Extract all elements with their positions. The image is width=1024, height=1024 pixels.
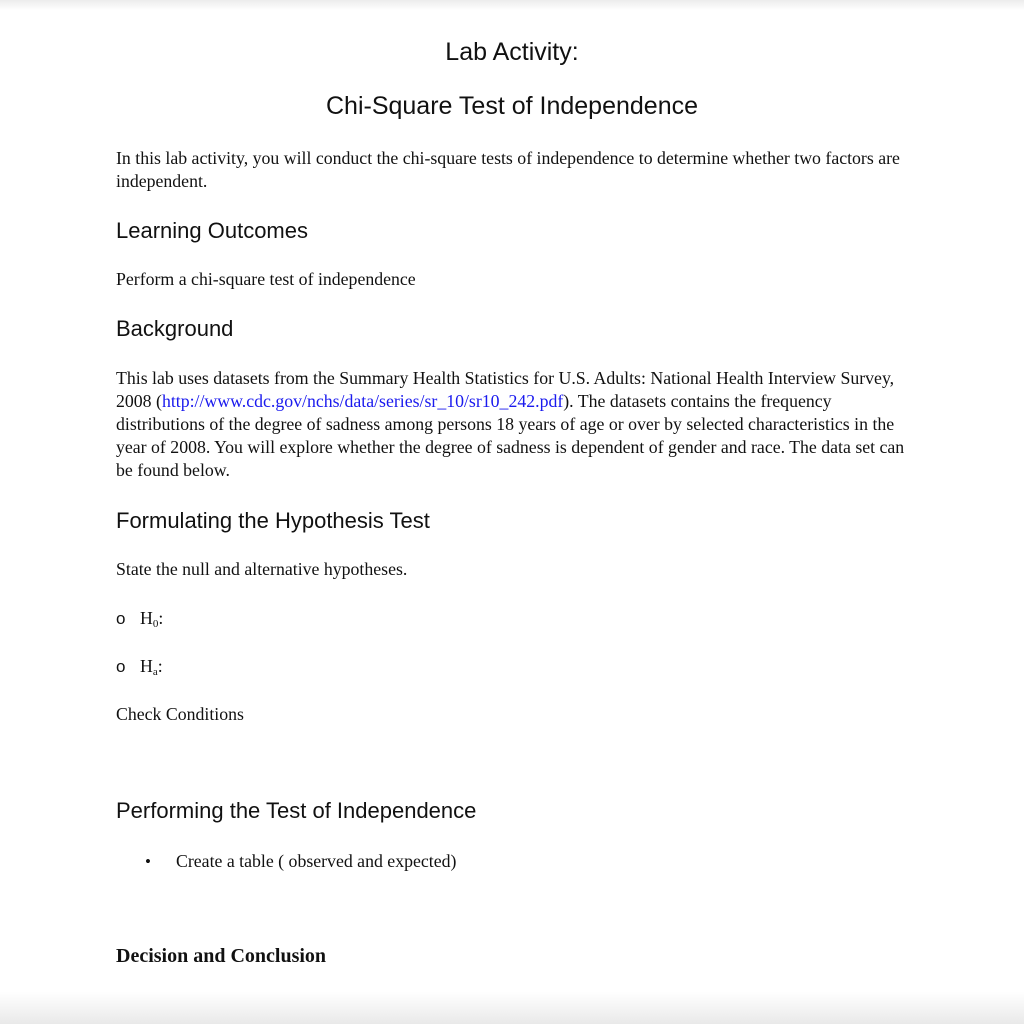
background-heading: Background: [116, 316, 234, 341]
ha-subscript: a: [152, 666, 158, 678]
check-conditions-text: Check Conditions: [116, 704, 244, 724]
table-bullet-icon: •: [145, 852, 151, 871]
background-text-end: ). The datasets contains the frequency distributions of the degree of sadness among persons 18 years of age or over by selected characteristics in the year of 2008. You will explore whether the degree of sadness is dependent of gender and race. The data set can be found below.: [116, 391, 905, 480]
create-table-text: Create a table ( observed and expected): [176, 851, 457, 871]
h0-subscript: 0: [152, 618, 159, 630]
intro-paragraph: In this lab activity, you will conduct the chi-square tests of independence to determine whether two factors are independent.: [116, 148, 900, 191]
learning-outcomes-heading: Learning Outcomes: [116, 218, 308, 243]
bottom-edge-shadow: [0, 992, 1024, 1024]
page-title-line-2: Chi-Square Test of Independence: [325, 92, 699, 120]
cdc-data-link[interactable]: http://www.cdc.gov/nchs/data/series/sr_10/sr10_242.pdf: [161, 391, 564, 411]
null-hypothesis-label: [140, 607, 163, 636]
alternative-hypothesis-label: [140, 655, 163, 684]
ha-bullet-icon: o: [116, 657, 126, 676]
decision-conclusion-heading: Decision and Conclusion: [116, 945, 327, 967]
page-title-line-1: Lab Activity:: [445, 38, 579, 66]
hypothesis-instruction: State the null and alternative hypotheses.: [116, 559, 408, 579]
h0-bullet-icon: o: [116, 609, 126, 628]
ha-colon: :: [157, 656, 163, 676]
top-edge-shadow: [0, 0, 1024, 10]
h0-colon: :: [158, 608, 164, 628]
learning-outcomes-text: Perform a chi-square test of independence: [116, 269, 416, 289]
performing-test-heading: Performing the Test of Independence: [116, 798, 477, 823]
ha-letter: H: [140, 656, 153, 676]
h0-letter: H: [140, 608, 153, 628]
background-text-start: This lab uses datasets from the Summary Health Statistics for U.S. Adults: National Health Interview Survey, 2008 (: [116, 368, 895, 411]
background-paragraph: [116, 367, 906, 482]
hypothesis-heading: Formulating the Hypothesis Test: [116, 508, 430, 533]
